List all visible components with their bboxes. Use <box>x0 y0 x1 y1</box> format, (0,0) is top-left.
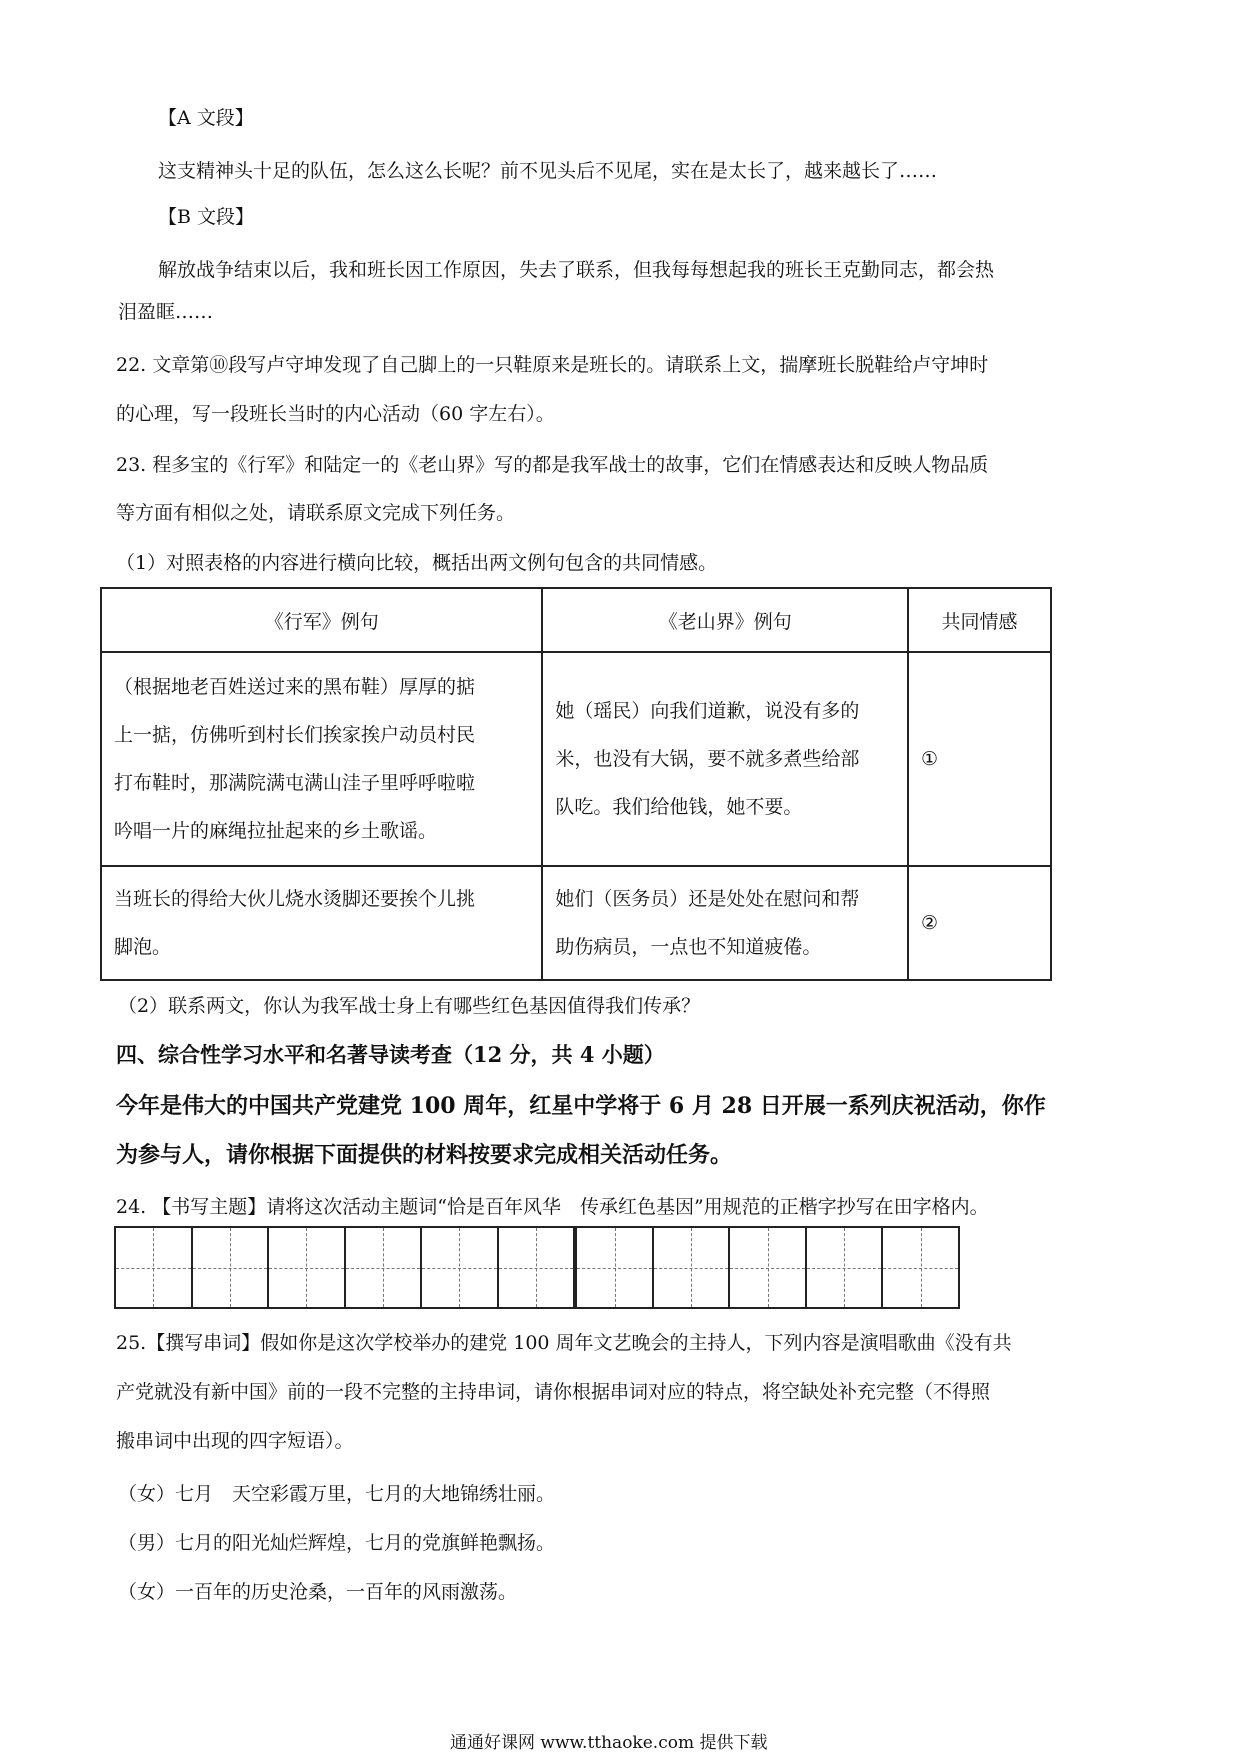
section-4-intro: 今年是伟大的中国共产党建党 100 周年，红星中学将于 6 月 28 日开展一系列庆祝活动，你作 <box>116 1093 1046 1119</box>
footer-source: 通通好课网 www.tthaoke.com 提供下载 <box>450 1733 768 1753</box>
dialogue-line: （男）七月的阳光灿烂辉煌，七月的党旗鲜艳飘扬。 <box>118 1532 556 1554</box>
cell-line: 打布鞋时，那满院满屯满山洼子里呼呼啦啦 <box>114 772 476 794</box>
passage-a-label: 【A 文段】 <box>158 107 254 129</box>
cell-line: 她（瑶民）向我们道歉，说没有多的 <box>555 700 860 722</box>
passage-b-line: 解放战争结束以后，我和班长因工作原因，失去了联系，但我每每想起我的班长王克勤同志，都会热 <box>158 259 995 281</box>
section-4-title: 四、综合性学习水平和名著导读考查（12 分，共 4 小题） <box>116 1042 665 1067</box>
question-24: 24. 【书写主题】请将这次活动主题词“恰是百年风华 传承红色基因”用规范的正楷字抄写在田字格内。 <box>116 1196 989 1218</box>
tianzige-grid[interactable] <box>114 1226 960 1309</box>
passage-a-text: 这支精神头十足的队伍，怎么这么长呢？前不见头后不见尾，实在是太长了，越来越长了…… <box>158 160 938 182</box>
question-25-line: 搬串词中出现的四字短语）。 <box>116 1430 354 1452</box>
table-row <box>101 652 1051 866</box>
table-cell-laoshanjie <box>542 652 908 866</box>
cell-line: 队吃。我们给他钱，她不要。 <box>555 796 803 818</box>
table-header-cell: 共同情感 <box>908 588 1051 652</box>
grid-cell[interactable] <box>654 1228 731 1307</box>
cell-line: 上一掂，仿佛听到村长们挨家挨户动员村民 <box>114 724 476 746</box>
question-22-line: 22. 文章第⑩段写卢守坤发现了自己脚上的一只鞋原来是班长的。请联系上文，揣摩班长脱鞋给卢守坤时 <box>116 354 989 376</box>
passage-b-label: 【B 文段】 <box>158 206 255 228</box>
dialogue-line: （女）七月 天空彩霞万里，七月的大地锦绣壮丽。 <box>118 1483 556 1505</box>
dialogue-line: （女）一百年的历史沧桑，一百年的风雨激荡。 <box>118 1581 518 1603</box>
question-23-line: 23. 程多宝的《行军》和陆定一的《老山界》写的都是我军战士的故事，它们在情感表达和反映人物品质 <box>116 454 989 476</box>
grid-cell[interactable] <box>883 1228 958 1307</box>
table-header-row <box>101 588 1051 652</box>
grid-cell[interactable] <box>116 1228 193 1307</box>
table-header-cell: 《老山界》例句 <box>542 588 908 652</box>
table-row <box>101 866 1051 980</box>
question-23-sub1: （1）对照表格的内容进行横向比较，概括出两文例句包含的共同情感。 <box>116 552 718 574</box>
grid-cell[interactable] <box>807 1228 884 1307</box>
grid-cell[interactable] <box>499 1228 578 1307</box>
cell-line: 吟唱一片的麻绳拉扯起来的乡土歌谣。 <box>114 820 438 842</box>
grid-cell[interactable] <box>193 1228 270 1307</box>
section-4-intro: 为参与人，请你根据下面提供的材料按要求完成相关活动任务。 <box>116 1142 733 1168</box>
table-cell-emotion[interactable]: ① <box>908 652 1051 866</box>
cell-line: 米，也没有大锅，要不就多煮些给部 <box>555 748 860 770</box>
question-25-line: 25.【撰写串词】假如你是这次学校举办的建党 100 周年文艺晚会的主持人，下列内容是演唱歌曲《没有共 <box>116 1332 1012 1354</box>
table-cell-xingjun <box>101 866 542 980</box>
question-22-line: 的心理，写一段班长当时的内心活动（60 字左右）。 <box>116 403 555 425</box>
table-header-cell: 《行军》例句 <box>101 588 542 652</box>
cell-line: 她们（医务员）还是处处在慰问和帮 <box>555 888 860 910</box>
passage-b-line: 泪盈眶…… <box>118 301 214 323</box>
cell-line: 脚泡。 <box>114 936 172 958</box>
grid-cell[interactable] <box>730 1228 807 1307</box>
question-25-line: 产党就没有新中国》前的一段不完整的主持串词，请你根据串词对应的特点，将空缺处补充完整（不得照 <box>116 1381 991 1403</box>
comparison-table <box>100 587 1052 981</box>
grid-cell[interactable] <box>422 1228 499 1307</box>
cell-line: 当班长的得给大伙儿烧水烫脚还要挨个儿挑 <box>114 888 476 910</box>
table-cell-emotion[interactable]: ② <box>908 866 1051 980</box>
grid-cell[interactable] <box>269 1228 346 1307</box>
cell-line: 助伤病员，一点也不知道疲倦。 <box>555 936 822 958</box>
question-23-sub2: （2）联系两文，你认为我军战士身上有哪些红色基因值得我们传承？ <box>118 995 701 1017</box>
question-23-line: 等方面有相似之处，请联系原文完成下列任务。 <box>116 502 516 524</box>
table-cell-laoshanjie <box>542 866 908 980</box>
table-cell-xingjun <box>101 652 542 866</box>
grid-cell[interactable] <box>346 1228 423 1307</box>
cell-line: （根据地老百姓送过来的黑布鞋）厚厚的掂 <box>114 676 476 698</box>
grid-cell[interactable] <box>577 1228 654 1307</box>
